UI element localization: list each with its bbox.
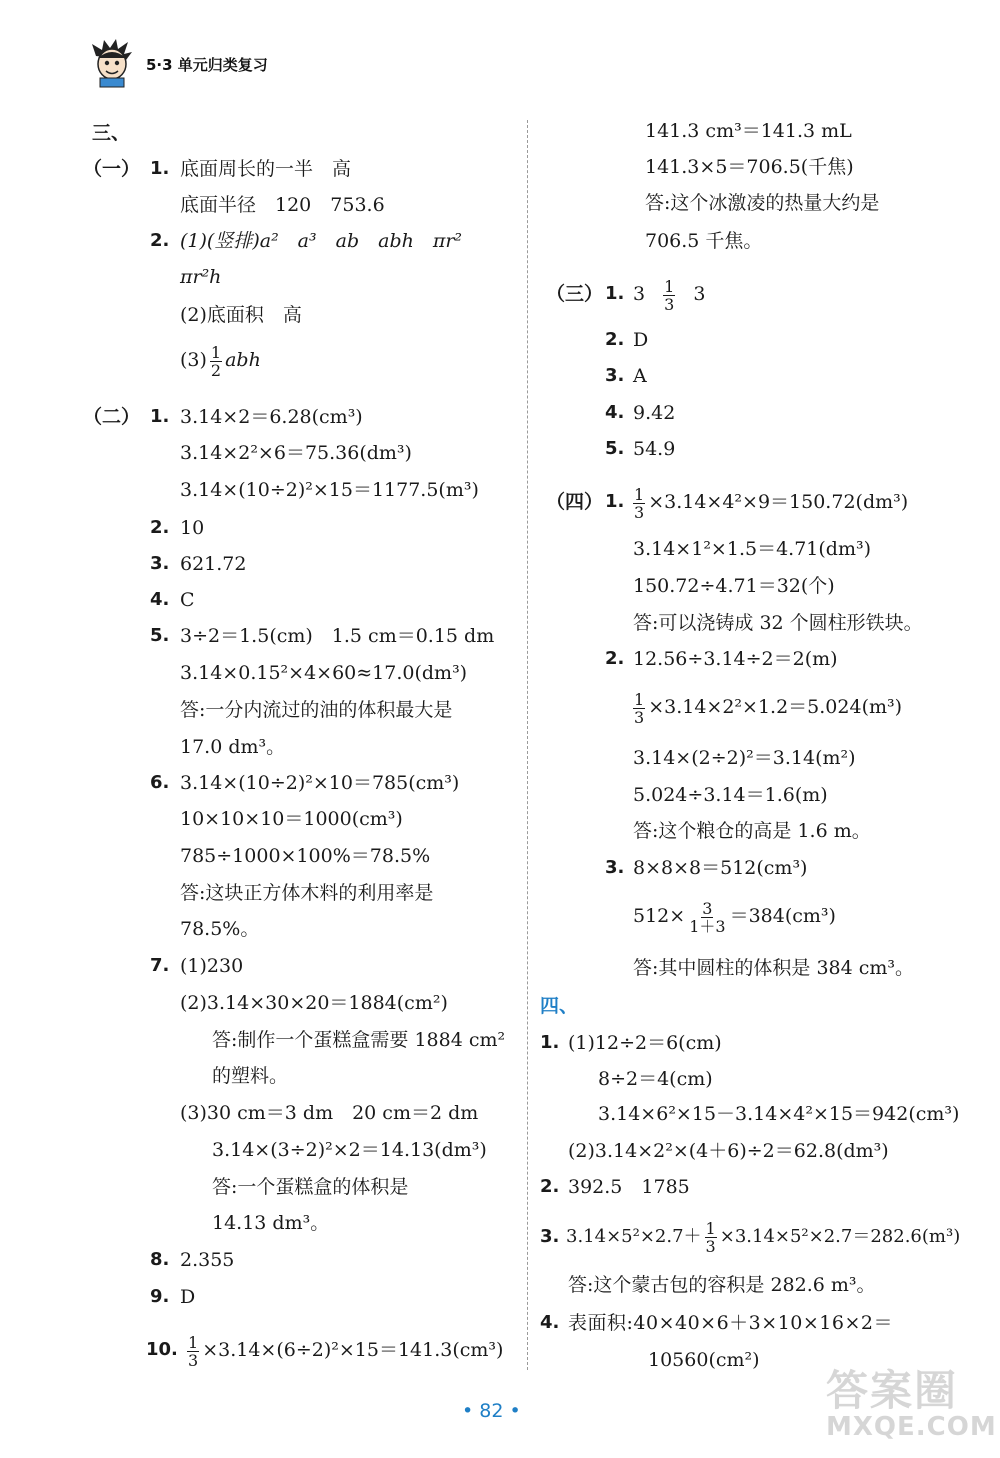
answer-line: (1)230 (180, 955, 244, 977)
answer-line: 8×8×8＝512(cm³) (633, 857, 808, 879)
fraction (187, 1334, 199, 1369)
item-number: 4. (150, 589, 170, 610)
item-number: 3. (150, 553, 170, 574)
item-number: 1. (540, 1032, 560, 1053)
item-number: 2. (150, 230, 170, 251)
answer-fraction-line (633, 268, 705, 320)
item-number: 3. (605, 857, 625, 878)
answer-line: D (180, 1286, 196, 1308)
item-number: 2. (150, 517, 170, 538)
answer-line: 12.56÷3.14÷2＝2(m) (633, 648, 838, 670)
answer-line: (2)3.14×2²×(4＋6)÷2＝62.8(dm³) (568, 1140, 889, 1162)
prefix: (3) (180, 349, 207, 371)
fraction (663, 278, 675, 313)
answer-line: 10560(cm²) (648, 1349, 760, 1371)
answer-line: 答:其中圆柱的体积是 384 cm³。 (633, 957, 915, 979)
item-number: 2. (605, 648, 625, 669)
column-divider (527, 120, 528, 1370)
item-number: 1. (605, 491, 625, 512)
answer-line: 底面半径 120 753.6 (180, 194, 385, 216)
item-number: 2. (540, 1176, 560, 1197)
answer-line: 3.14×6²×15－3.14×4²×15＝942(cm³) (598, 1103, 960, 1125)
suffix: ×3.14×4²×9＝150.72(dm³) (648, 491, 909, 513)
watermark-logo: 答案圈 (826, 1366, 959, 1415)
item-number: 5. (150, 625, 170, 646)
item-number: 4. (605, 402, 625, 423)
answer-line: 706.5 千焦。 (645, 230, 763, 252)
answer-line: 答:这个蒙古包的容积是 282.6 m³。 (568, 1274, 876, 1296)
answer-line: 141.3 cm³＝141.3 mL (645, 120, 852, 142)
prefix: 3 (633, 283, 646, 305)
answer-line: (3)30 cm＝3 dm 20 cm＝2 dm (180, 1102, 479, 1124)
item-number: 2. (605, 329, 625, 350)
answer-line: 10 (180, 517, 205, 539)
header-title: 5·3 单元归类复习 (146, 56, 268, 74)
section-three-label: 三、 (92, 122, 131, 144)
answer-line: 答:可以浇铸成 32 个圆柱形铁块。 (633, 612, 923, 634)
suffix: abh (225, 349, 261, 371)
denominator: 3 (634, 707, 645, 727)
answer-fraction-line (180, 340, 261, 380)
fraction (705, 1220, 717, 1255)
group-four-label: （四） (546, 491, 604, 513)
answer-fraction-line (630, 476, 908, 528)
denominator: 3 (705, 1236, 716, 1256)
answer-line: 392.5 1785 (568, 1176, 690, 1198)
item-number: 9. (150, 1286, 170, 1307)
answer-line: πr²h (180, 266, 222, 288)
denominator: 2 (210, 360, 222, 380)
answer-line: 答:一分内流过的油的体积最大是 (180, 699, 453, 721)
section-four-label: 四、 (540, 995, 579, 1017)
answer-line: 8÷2＝4(cm) (598, 1068, 713, 1090)
suffix: ＝384(cm³) (729, 905, 836, 927)
answer-line: 54.9 (633, 438, 676, 460)
answer-line: A (633, 365, 647, 387)
answer-line: (2)3.14×30×20＝1884(cm²) (180, 992, 448, 1014)
fraction (210, 344, 222, 379)
prefix: 3.14×5²×2.7＋ (566, 1226, 702, 1247)
answer-line: (1)12÷2＝6(cm) (568, 1032, 722, 1054)
answer-fraction-line (566, 1211, 960, 1263)
answer-fraction-line (184, 1324, 503, 1376)
page-number: • 82 • (462, 1400, 521, 1422)
numerator: 1 (664, 276, 675, 296)
answer-line: 表面积:40×40×6＋3×10×16×2＝ (568, 1312, 893, 1334)
fraction (688, 900, 726, 935)
answer-fraction-line (630, 681, 902, 733)
answer-line: 5.024÷3.14＝1.6(m) (633, 784, 828, 806)
answer-line: 10×10×10＝1000(cm³) (180, 808, 403, 830)
mascot-icon (86, 36, 138, 88)
item-number: 1. (605, 283, 625, 304)
answer-line: 785÷1000×100%＝78.5% (180, 845, 431, 867)
answer-line: 3.14×(3÷2)²×2＝14.13(dm³) (212, 1139, 487, 1161)
answer-line: 答:这块正方体木料的利用率是 (180, 882, 434, 904)
item-number: 8. (150, 1249, 170, 1270)
answer-line: 78.5%。 (180, 918, 260, 940)
answer-line: (2)底面积 高 (180, 304, 302, 326)
answer-line: D (633, 329, 649, 351)
answer-line: 621.72 (180, 553, 247, 575)
answer-line: (1)(竖排)a² a³ ab abh πr² (180, 230, 463, 252)
numerator: 1 (705, 1218, 716, 1238)
fraction (633, 486, 645, 521)
answer-line: 答:这个冰激凌的热量大约是 (645, 192, 880, 214)
item-number: 3. (540, 1226, 560, 1247)
item-number: 3. (605, 365, 625, 386)
watermark-site: MXQE.COM (826, 1412, 997, 1442)
item-number: 10. (146, 1339, 178, 1360)
answer-line: 3÷2＝1.5(cm) 1.5 cm＝0.15 dm (180, 625, 495, 647)
item-number: 1. (150, 406, 170, 427)
item-number: 7. (150, 955, 170, 976)
answer-line: 底面周长的一半 高 (180, 158, 352, 180)
answer-line: 141.3×5＝706.5(千焦) (645, 156, 854, 178)
answer-fraction-line (633, 890, 836, 942)
suffix: 3 (693, 283, 706, 305)
suffix: ×3.14×2²×1.2＝5.024(m³) (648, 696, 903, 718)
numerator: 1 (210, 342, 222, 362)
numerator: 1 (188, 1332, 199, 1352)
item-number: 5. (605, 438, 625, 459)
suffix: ×3.14×(6÷2)²×15＝141.3(cm³) (202, 1339, 504, 1361)
answer-line: 答:一个蛋糕盒的体积是 (212, 1176, 409, 1198)
answer-line: 150.72÷4.71＝32(个) (633, 575, 835, 597)
numerator: 1 (634, 689, 645, 709)
suffix: ×3.14×5²×2.7＝282.6(m³) (719, 1226, 961, 1247)
denominator: 1＋3 (689, 916, 726, 936)
prefix: 512× (633, 905, 686, 927)
answer-line: 17.0 dm³。 (180, 736, 286, 758)
answer-line: 答:这个粮仓的高是 1.6 m。 (633, 820, 871, 842)
denominator: 3 (664, 294, 675, 314)
group-one-label: （一） (83, 158, 141, 180)
answer-line: 的塑料。 (212, 1065, 289, 1087)
answer-line: 3.14×(10÷2)²×15＝1177.5(m³) (180, 479, 479, 501)
answer-line: 3.14×2²×6＝75.36(dm³) (180, 442, 412, 464)
item-number: 6. (150, 772, 170, 793)
numerator: 1 (634, 484, 645, 504)
denominator: 3 (634, 502, 645, 522)
answer-line: 3.14×(2÷2)²＝3.14(m²) (633, 747, 856, 769)
answer-line: 3.14×0.15²×4×60≈17.0(dm³) (180, 662, 468, 684)
fraction (633, 691, 645, 726)
item-number: 1. (150, 158, 170, 179)
answer-line: 9.42 (633, 402, 676, 424)
denominator: 3 (188, 1350, 199, 1370)
answer-line: 答:制作一个蛋糕盒需要 1884 cm² (212, 1029, 506, 1051)
answer-line: C (180, 589, 195, 611)
numerator: 3 (702, 898, 713, 918)
group-two-label: （二） (83, 406, 141, 428)
answer-line: 14.13 dm³。 (212, 1212, 330, 1234)
answer-line: 3.14×(10÷2)²×10＝785(cm³) (180, 772, 460, 794)
answer-line: 3.14×2＝6.28(cm³) (180, 406, 363, 428)
item-number: 4. (540, 1312, 560, 1333)
answer-line: 3.14×1²×1.5＝4.71(dm³) (633, 538, 871, 560)
group-three-label: （三） (546, 283, 604, 305)
answer-line: 2.355 (180, 1249, 235, 1271)
